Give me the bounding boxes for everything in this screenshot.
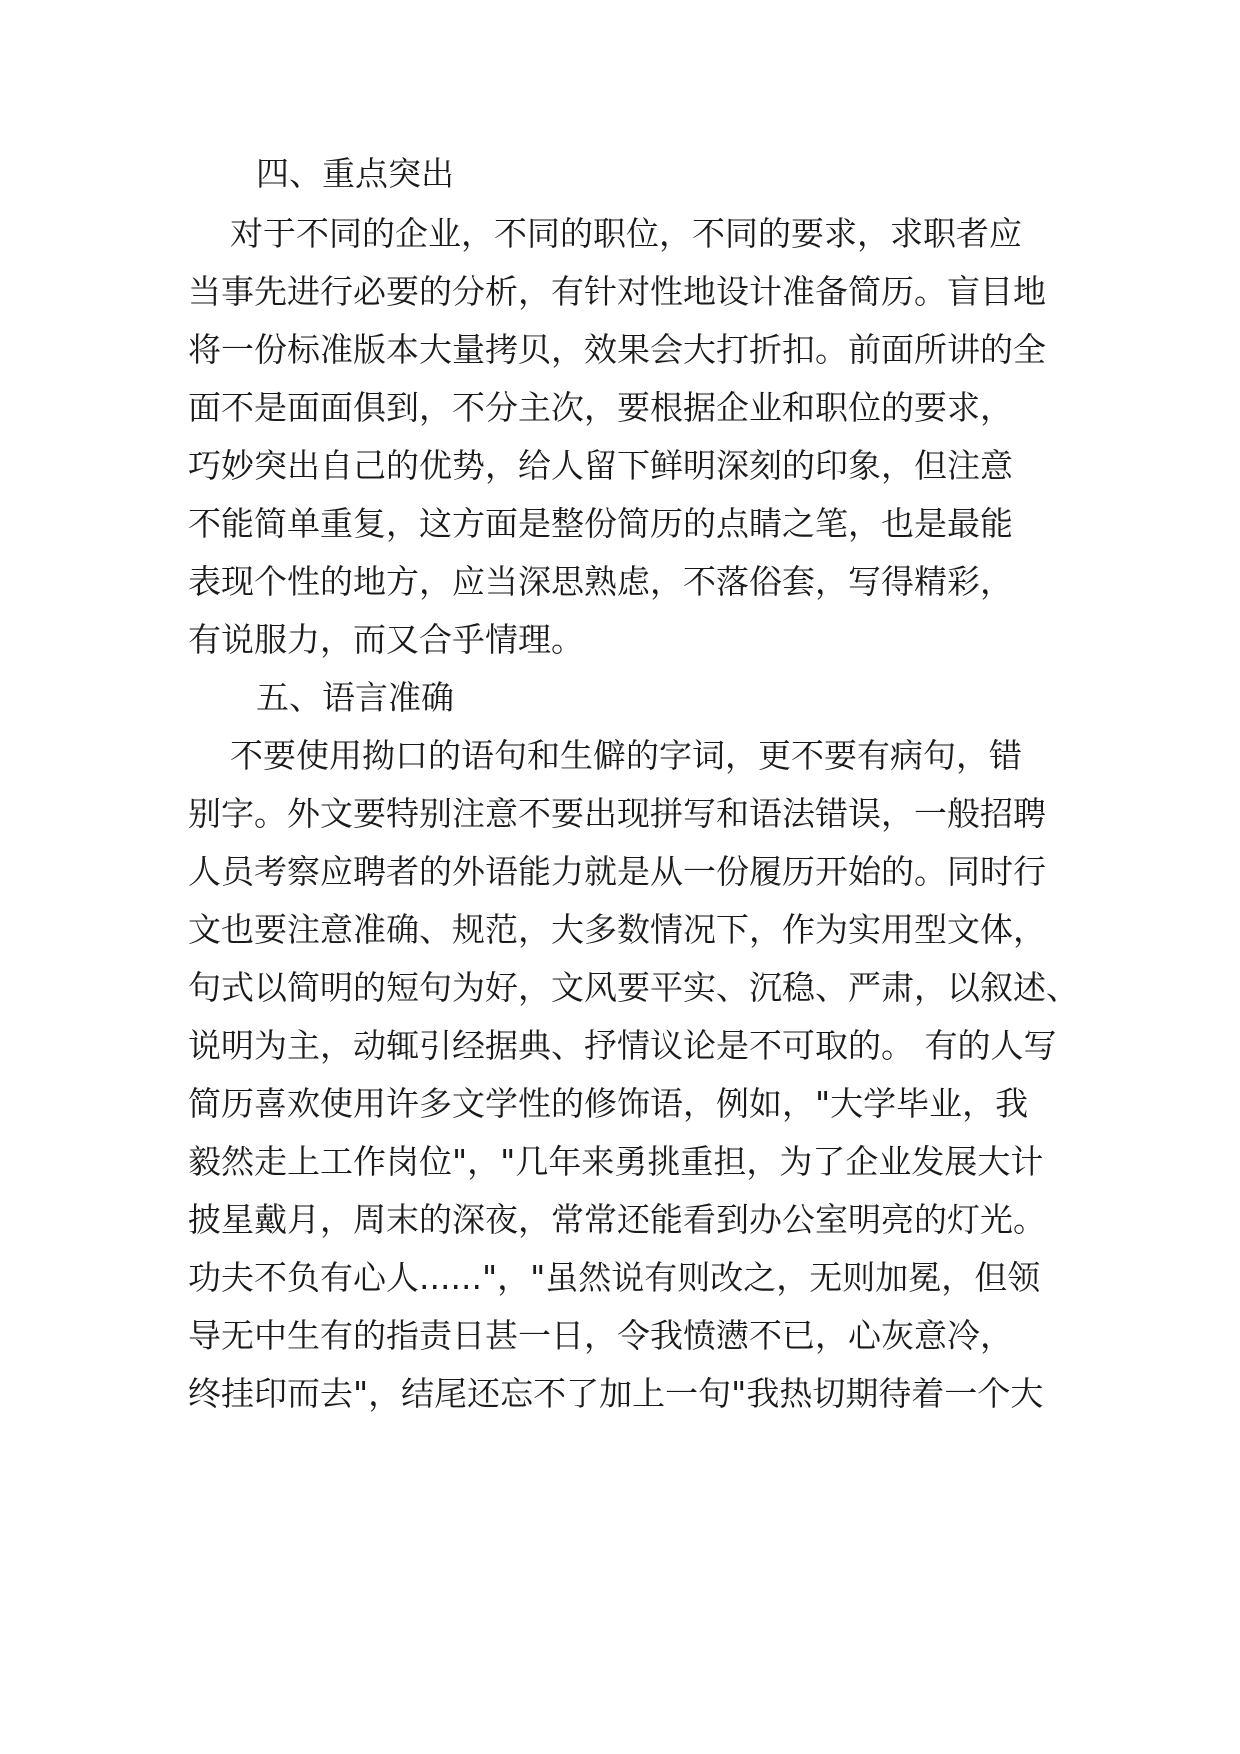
paragraph-line: 披星戴月，周末的深夜，常常还能看到办公室明亮的灯光。	[188, 1200, 1046, 1239]
paragraph-line: 简历喜欢使用许多文学性的修饰语，例如，"大学毕业，我	[188, 1084, 1029, 1123]
paragraph-line: 功夫不负有心人......"，"虽然说有则改之，无则加冕，但领	[188, 1258, 1041, 1297]
paragraph-line: 人员考察应聘者的外语能力就是从一份履历开始的。同时行	[188, 852, 1046, 891]
section-heading-5: 五、语言准确	[256, 678, 454, 717]
paragraph-line: 终挂印而去"，结尾还忘不了加上一句"我热切期待着一个大	[188, 1374, 1044, 1413]
paragraph-line: 当事先进行必要的分析，有针对性地设计准备简历。盲目地	[188, 272, 1046, 311]
paragraph-line: 对于不同的企业，不同的职位，不同的要求，求职者应	[230, 214, 1022, 253]
paragraph-line: 文也要注意准确、规范，大多数情况下，作为实用型文体，	[188, 910, 1046, 949]
paragraph-line: 巧妙突出自己的优势，给人留下鲜明深刻的印象，但注意	[188, 446, 1013, 485]
paragraph-line: 有说服力，而又合乎情理。	[188, 620, 584, 659]
paragraph-line: 不能简单重复，这方面是整份简历的点睛之笔，也是最能	[188, 504, 1013, 543]
paragraph-line: 别字。外文要特别注意不要出现拼写和语法错误，一般招聘	[188, 794, 1046, 833]
paragraph-line: 面不是面面俱到，不分主次，要根据企业和职位的要求，	[188, 388, 1013, 427]
section-heading-4: 四、重点突出	[256, 154, 454, 193]
paragraph-line: 句式以简明的短句为好，文风要平实、沉稳、严肃，以叙述、	[188, 968, 1079, 1007]
paragraph-line: 将一份标准版本大量拷贝，效果会大打折扣。前面所讲的全	[188, 330, 1046, 369]
paragraph-line: 说明为主，动辄引经据典、抒情议论是不可取的。 有的人写	[188, 1026, 1057, 1065]
paragraph-line: 表现个性的地方，应当深思熟虑，不落俗套，写得精彩，	[188, 562, 1013, 601]
paragraph-line: 不要使用拗口的语句和生僻的字词，更不要有病句，错	[230, 736, 1022, 775]
paragraph-line: 毅然走上工作岗位"，"几年来勇挑重担，为了企业发展大计	[188, 1142, 1044, 1181]
paragraph-line: 导无中生有的指责日甚一日，令我愤懑不已，心灰意冷，	[188, 1316, 1013, 1355]
